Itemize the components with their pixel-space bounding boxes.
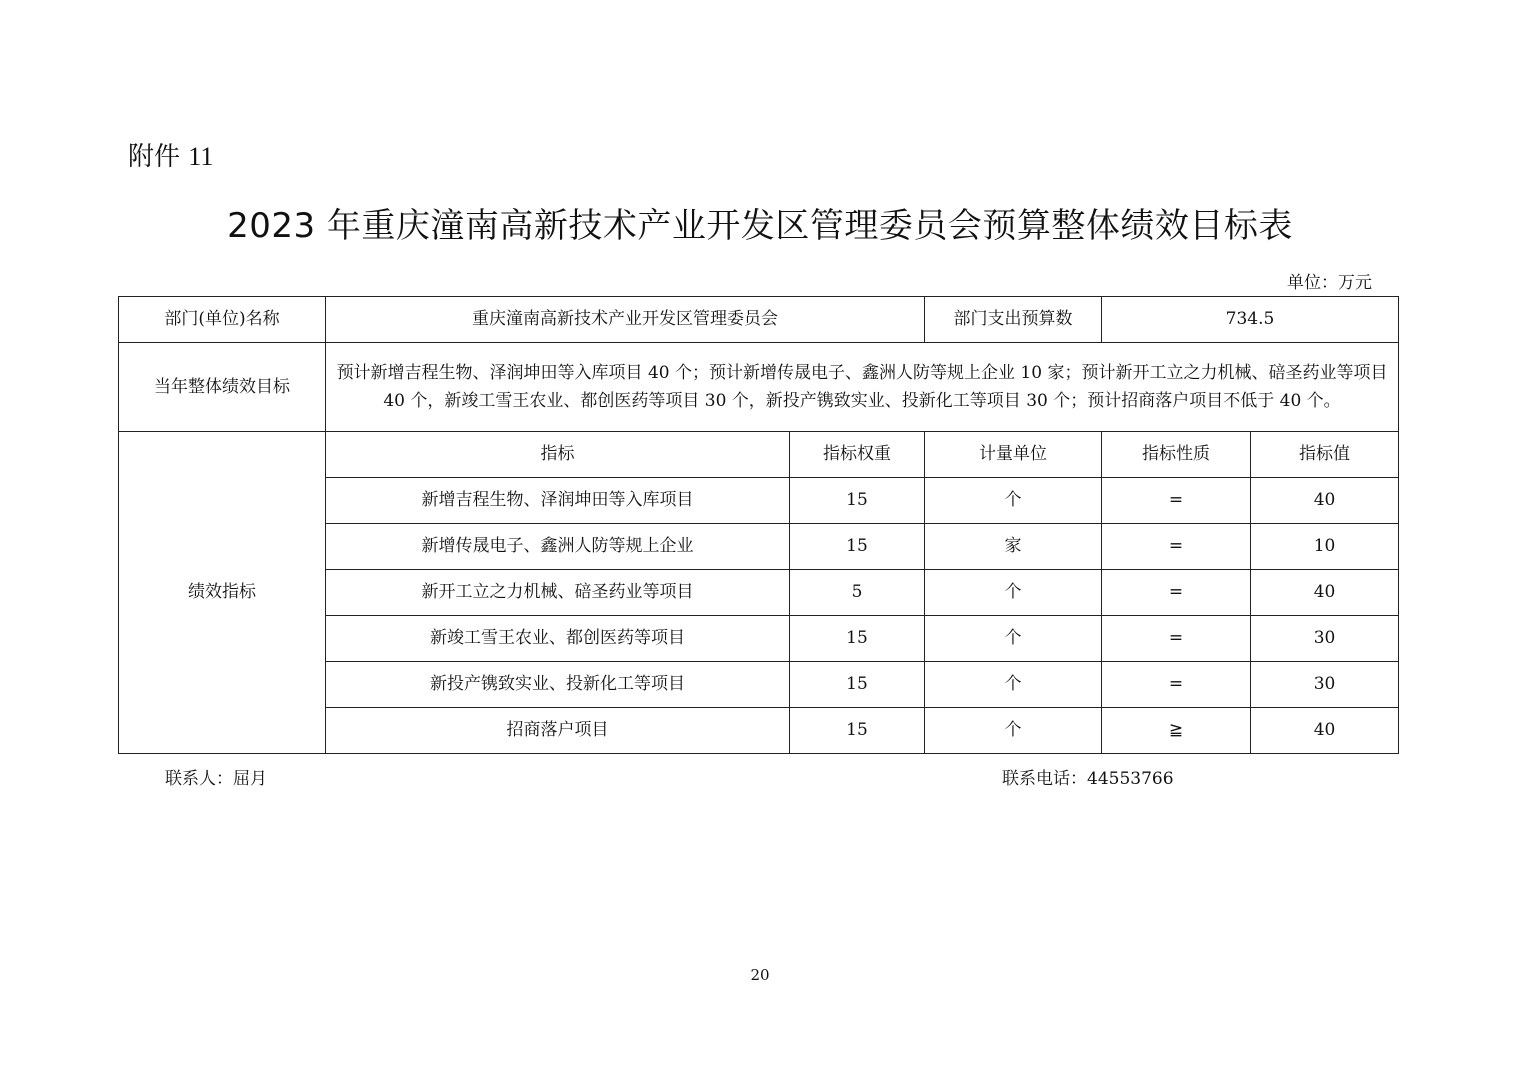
indicator-nature: = — [1102, 524, 1251, 570]
indicator-nature: = — [1102, 478, 1251, 524]
indicator-unit: 个 — [925, 478, 1102, 524]
indicator-name: 新开工立之力机械、碚圣药业等项目 — [326, 570, 790, 616]
indicator-value: 40 — [1251, 708, 1399, 754]
indicator-value: 30 — [1251, 616, 1399, 662]
goal-label: 当年整体绩效目标 — [119, 343, 326, 432]
indicator-weight: 15 — [790, 478, 925, 524]
indicator-weight: 15 — [790, 524, 925, 570]
indicator-name: 招商落户项目 — [326, 708, 790, 754]
indicator-unit: 个 — [925, 662, 1102, 708]
indicator-value: 10 — [1251, 524, 1399, 570]
goal-text: 预计新增吉程生物、泽润坤田等入库项目 40 个；预计新增传晟电子、鑫洲人防等规上企业 10 家；预计新开工立之力机械、碚圣药业等项目 40 个，新竣工雪王农业、都创医药等项目 30 个，新投产镌致实业、投新化工等项目 30 个；预计招商落户项目不低于 40 个。 — [326, 343, 1399, 432]
indicator-weight: 5 — [790, 570, 925, 616]
page-number: 20 — [750, 966, 770, 984]
indicator-unit: 个 — [925, 616, 1102, 662]
indicator-unit: 个 — [925, 708, 1102, 754]
attachment-label — [128, 136, 213, 173]
indicator-name: 新增传晟电子、鑫洲人防等规上企业 — [326, 524, 790, 570]
performance-table — [118, 296, 1399, 754]
contact-person: 联系人：屈月 — [165, 769, 267, 789]
indicators-section-label: 绩效指标 — [119, 432, 326, 754]
unit-note: 单位：万元 — [1287, 273, 1372, 293]
budget-label: 部门支出预算数 — [925, 297, 1102, 343]
indicator-unit: 家 — [925, 524, 1102, 570]
indicator-weight: 15 — [790, 662, 925, 708]
attachment-word: 附件 — [128, 142, 181, 172]
indicator-value: 40 — [1251, 570, 1399, 616]
indicator-weight: 15 — [790, 708, 925, 754]
indicator-weight: 15 — [790, 616, 925, 662]
dept-row — [119, 297, 1399, 343]
header-weight: 指标权重 — [790, 432, 925, 478]
indicator-name: 新投产镌致实业、投新化工等项目 — [326, 662, 790, 708]
header-nature: 指标性质 — [1102, 432, 1251, 478]
page-title: 2023 年重庆潼南高新技术产业开发区管理委员会预算整体绩效目标表 — [227, 206, 1293, 246]
indicator-unit: 个 — [925, 570, 1102, 616]
header-value: 指标值 — [1251, 432, 1399, 478]
dept-label: 部门(单位)名称 — [119, 297, 326, 343]
indicator-nature: ≧ — [1102, 708, 1251, 754]
dept-name: 重庆潼南高新技术产业开发区管理委员会 — [326, 297, 925, 343]
header-indicator: 指标 — [326, 432, 790, 478]
indicator-nature: = — [1102, 616, 1251, 662]
indicator-value: 40 — [1251, 478, 1399, 524]
attachment-number: 11 — [188, 142, 214, 171]
indicator-nature: = — [1102, 570, 1251, 616]
indicator-value: 30 — [1251, 662, 1399, 708]
goal-row — [119, 343, 1399, 432]
indicator-nature: = — [1102, 662, 1251, 708]
contact-phone: 联系电话：44553766 — [1002, 769, 1174, 789]
indicator-name: 新增吉程生物、泽润坤田等入库项目 — [326, 478, 790, 524]
header-unit: 计量单位 — [925, 432, 1102, 478]
budget-value: 734.5 — [1102, 297, 1399, 343]
indicator-name: 新竣工雪王农业、都创医药等项目 — [326, 616, 790, 662]
indicator-header-row — [119, 432, 1399, 478]
